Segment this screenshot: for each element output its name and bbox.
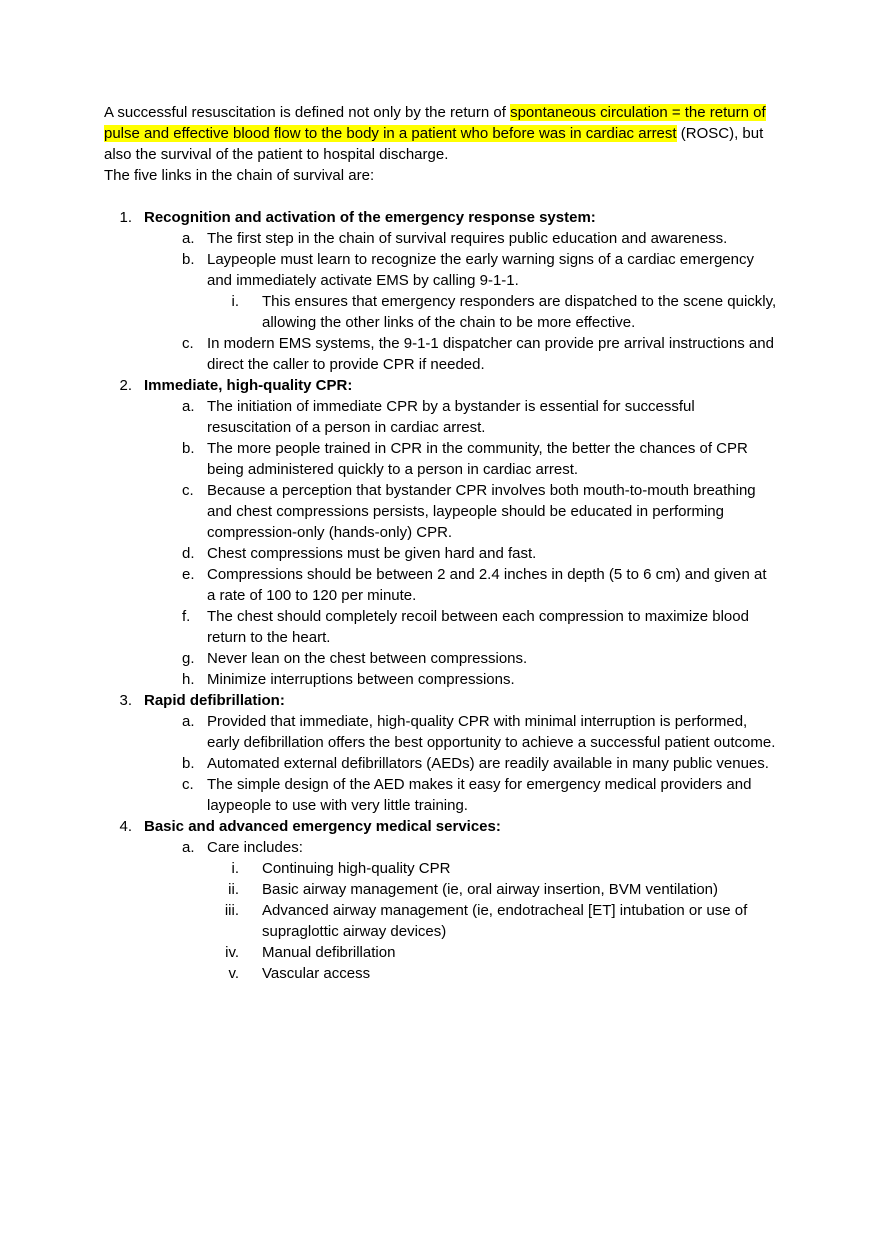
list-item	[182, 774, 784, 816]
list-text: Rapid defibrillation:	[144, 692, 285, 709]
list-marker: c.	[182, 335, 194, 352]
highlighted-definition: spontaneous circulation = the return of pulse and effective blood flow to the body in a patient who before was in cardiac arrest	[104, 104, 766, 142]
survival-link	[104, 207, 784, 228]
list-item	[182, 711, 784, 753]
list-marker: g.	[182, 650, 195, 667]
sub-list-item	[207, 942, 784, 963]
list-text: This ensures that emergency responders are dispatched to the scene quickly, allowing the other links of the chain to be more effective.	[262, 293, 777, 331]
list-text: The chest should completely recoil between each compression to maximize blood return to the heart.	[207, 608, 749, 646]
list-marker: 4.	[119, 818, 132, 835]
list-item	[182, 564, 784, 606]
list-text: The more people trained in CPR in the community, the better the chances of CPR being administered quickly to a person in cardiac arrest.	[207, 440, 748, 478]
list-text: Manual defibrillation	[262, 944, 396, 961]
list-marker: v.	[228, 965, 239, 982]
list-marker: b.	[182, 440, 195, 457]
sub-list-item	[207, 963, 784, 984]
list-item	[182, 228, 784, 249]
list-marker: c.	[182, 482, 194, 499]
list-text: Chest compressions must be given hard and fast.	[207, 545, 537, 562]
list-marker: c.	[182, 776, 194, 793]
survival-link	[104, 816, 784, 837]
list-marker: 2.	[119, 377, 132, 394]
list-text: Minimize interruptions between compressions.	[207, 671, 515, 688]
list-text: Provided that immediate, high-quality CPR with minimal interruption is performed, early defibrillation offers the best opportunity to achieve a successful patient outcome.	[207, 713, 776, 751]
list-marker: iii.	[224, 902, 239, 919]
list-item	[182, 837, 784, 858]
list-marker: e.	[182, 566, 195, 583]
list-marker: ii.	[228, 881, 239, 898]
list-text: Vascular access	[262, 965, 371, 982]
list-lead: The five links in the chain of survival are:	[104, 167, 375, 184]
list-text: Continuing high-quality CPR	[262, 860, 451, 877]
list-text: Laypeople must learn to recognize the early warning signs of a cardiac emergency and immediately activate EMS by calling 9-1-1.	[207, 251, 754, 289]
list-marker: b.	[182, 251, 195, 268]
list-item	[182, 333, 784, 375]
sub-list-item	[207, 879, 784, 900]
list-item	[182, 669, 784, 690]
sub-list-item	[207, 291, 784, 333]
intro-paragraph	[104, 102, 784, 165]
list-marker: i.	[231, 293, 239, 310]
list-item	[182, 396, 784, 438]
list-marker: d.	[182, 545, 195, 562]
list-text: Automated external defibrillators (AEDs) are readily available in many public venues.	[207, 755, 769, 772]
list-item	[182, 438, 784, 480]
list-marker: iv.	[225, 944, 239, 961]
list-item	[182, 753, 784, 774]
chain-of-survival-list	[104, 207, 784, 984]
list-marker: a.	[182, 839, 195, 856]
sub-list-item	[207, 900, 784, 942]
list-text: Because a perception that bystander CPR involves both mouth-to-mouth breathing and chest compressions persists, laypeople should be educated in performing compression-only (hands-only) CPR.	[207, 482, 756, 541]
list-item	[182, 648, 784, 669]
list-marker: a.	[182, 230, 195, 247]
list-marker: h.	[182, 671, 195, 688]
list-marker: a.	[182, 713, 195, 730]
list-text: The first step in the chain of survival requires public education and awareness.	[207, 230, 728, 247]
list-marker: 3.	[119, 692, 132, 709]
document-page	[104, 102, 784, 984]
list-item	[182, 480, 784, 543]
list-item	[182, 606, 784, 648]
survival-link	[104, 375, 784, 396]
list-marker: f.	[182, 608, 191, 625]
list-text: Never lean on the chest between compressions.	[207, 650, 528, 667]
list-text: The simple design of the AED makes it easy for emergency medical providers and laypeople to use with very little training.	[207, 776, 752, 814]
list-item	[182, 543, 784, 564]
list-marker: i.	[231, 860, 239, 877]
list-text: The initiation of immediate CPR by a bystander is essential for successful resuscitation of a person in cardiac arrest.	[207, 398, 695, 436]
list-marker: a.	[182, 398, 195, 415]
list-text: Basic and advanced emergency medical services:	[144, 818, 501, 835]
list-text: Care includes:	[207, 839, 303, 856]
list-item	[182, 249, 784, 291]
sub-list-item	[207, 858, 784, 879]
list-text: Advanced airway management (ie, endotracheal [ET] intubation or use of supraglottic airway devices)	[262, 902, 748, 940]
list-marker: 1.	[119, 209, 132, 226]
list-text: Immediate, high-quality CPR:	[144, 377, 353, 394]
intro-text: A successful resuscitation is defined not only by the return of	[104, 104, 511, 121]
list-marker: b.	[182, 755, 195, 772]
list-text: Compressions should be between 2 and 2.4 inches in depth (5 to 6 cm) and given at a rate of 100 to 120 per minute.	[207, 566, 767, 604]
intro-text-end: (ROSC), but also the survival of the patient to hospital discharge.	[104, 125, 764, 163]
list-text: Recognition and activation of the emergency response system:	[144, 209, 596, 226]
survival-link	[104, 690, 784, 711]
list-text: In modern EMS systems, the 9-1-1 dispatcher can provide pre arrival instructions and direct the caller to provide CPR if needed.	[207, 335, 774, 373]
list-text: Basic airway management (ie, oral airway insertion, BVM ventilation)	[262, 881, 719, 898]
